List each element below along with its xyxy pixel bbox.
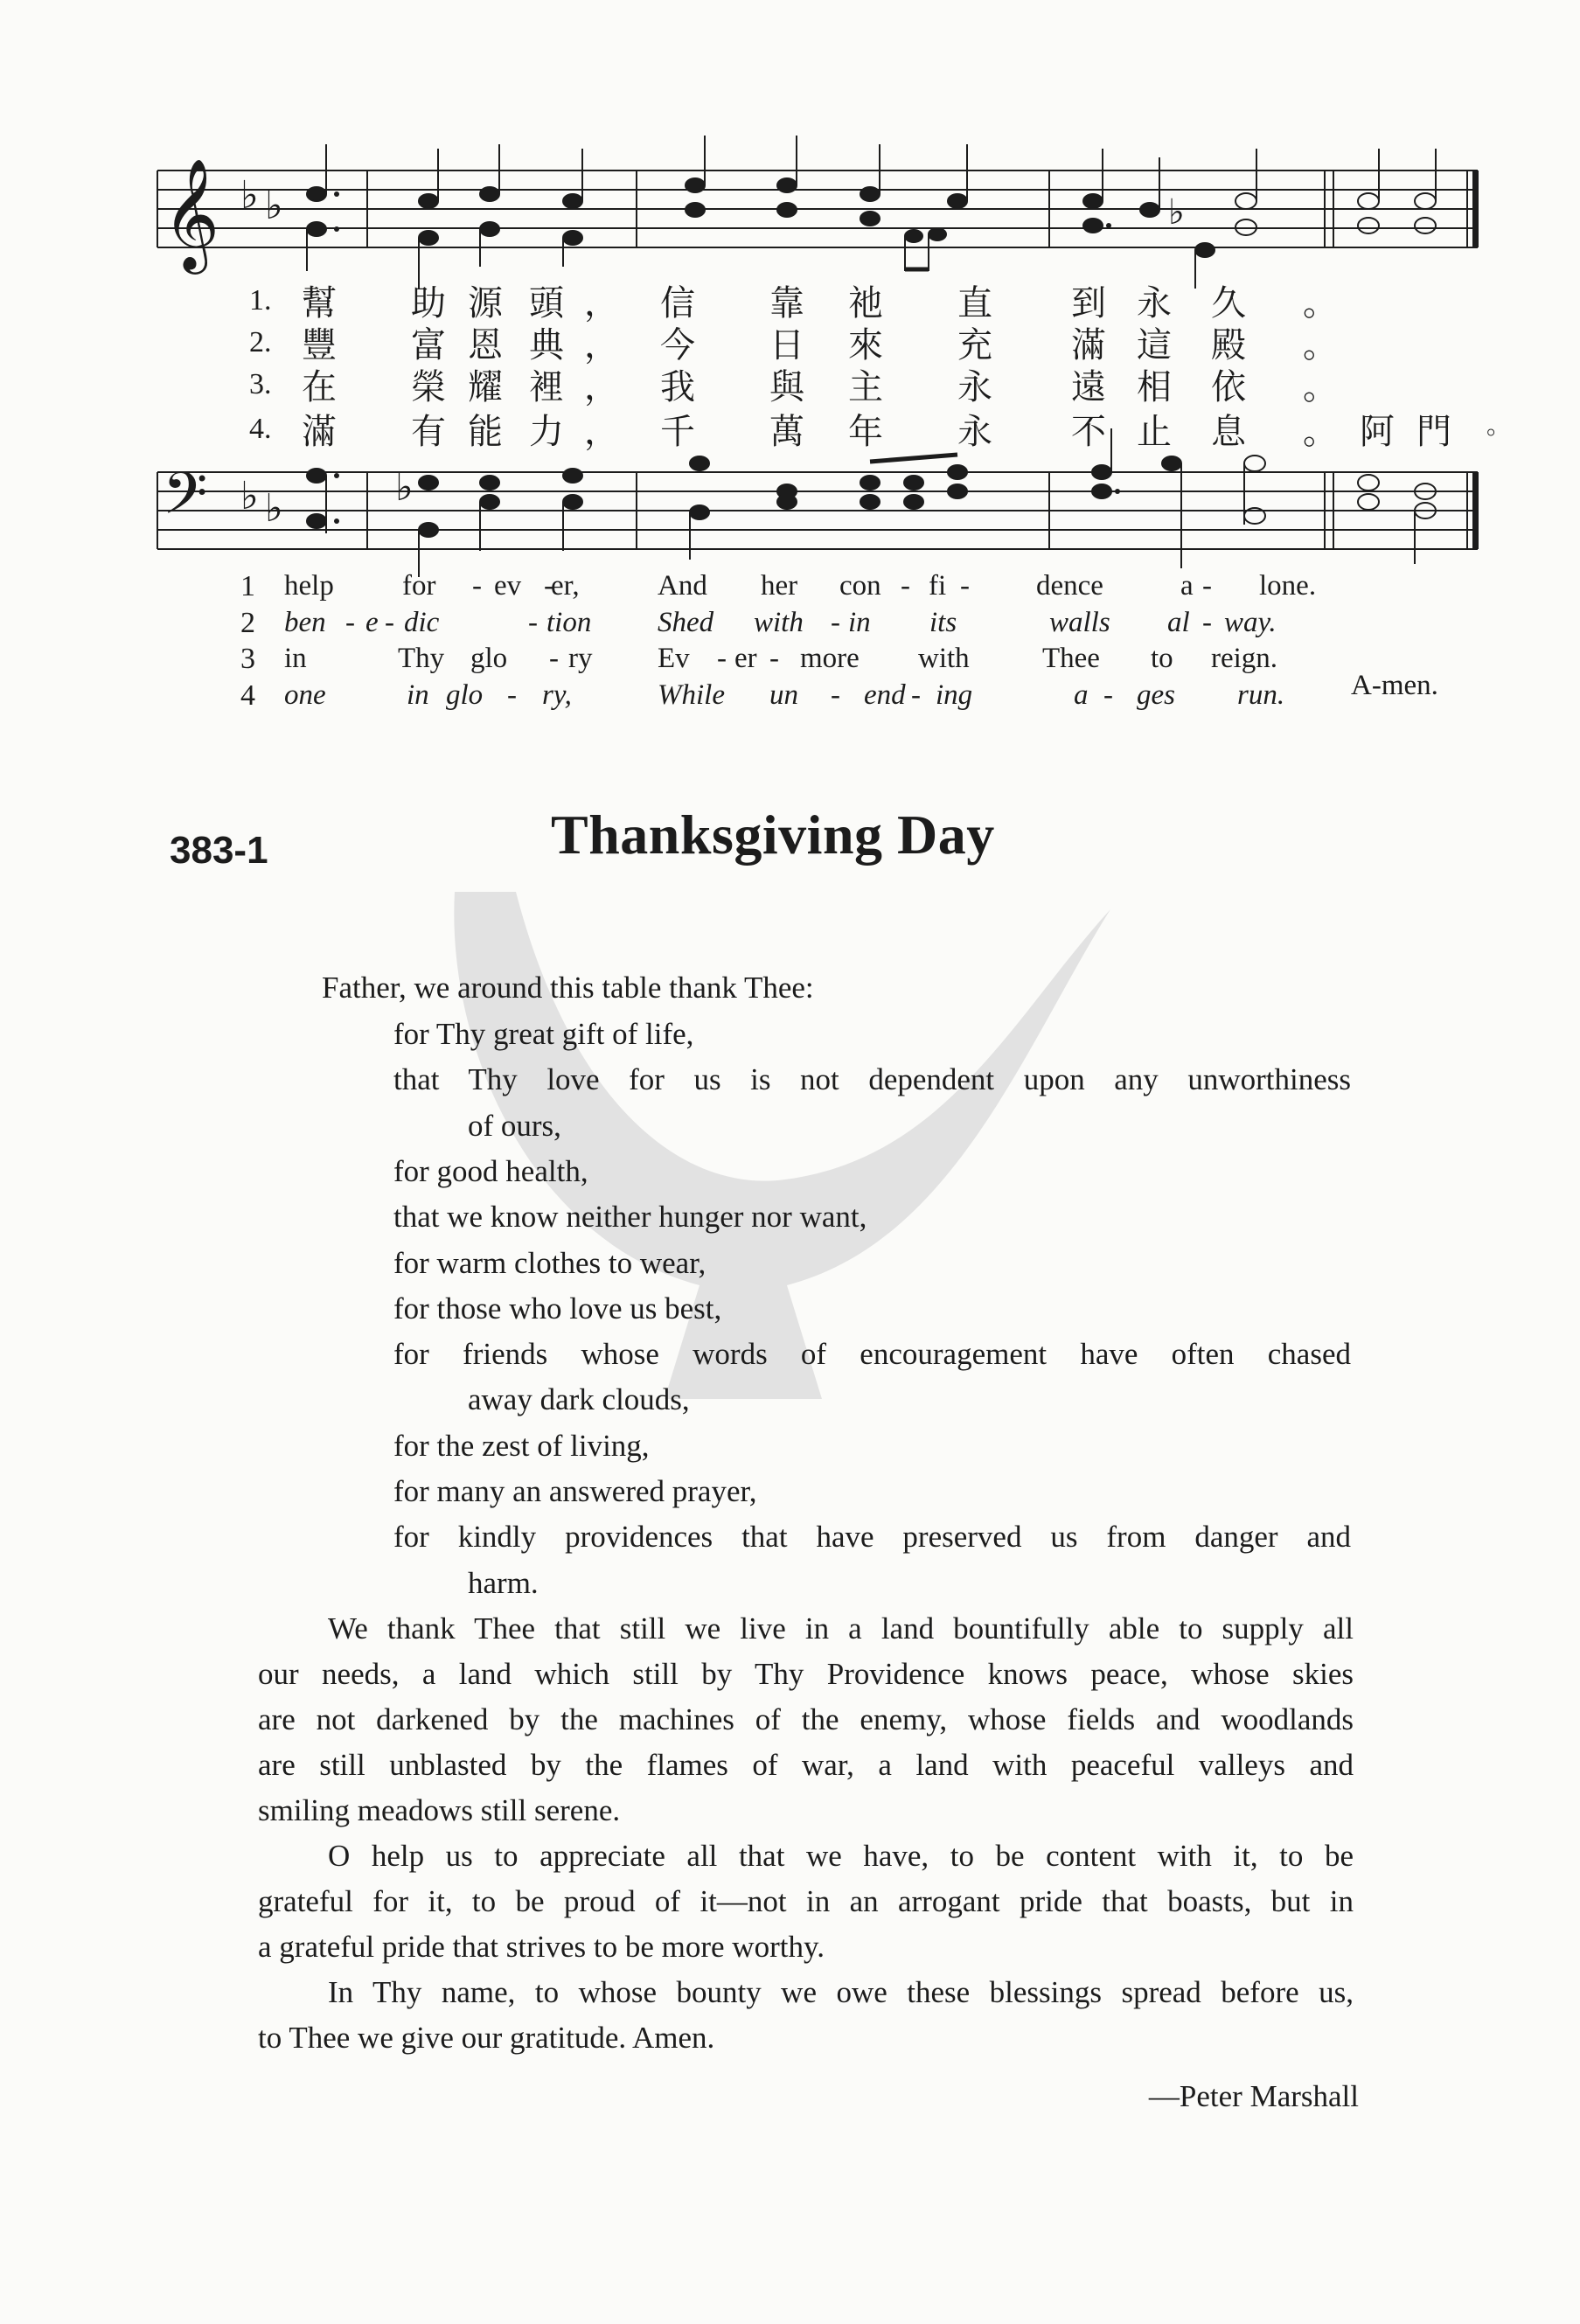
lyric-syllable: - [901, 570, 910, 602]
lyric-syllable: And [658, 570, 707, 602]
lyric-syllable: with [754, 607, 804, 638]
chinese-lyric-char: ， [584, 367, 619, 407]
lyric-syllable: one [284, 679, 326, 711]
prayer-paragraph-line: a grateful pride that strives to be more worthy. [258, 1930, 825, 1964]
lyric-syllable: with [918, 643, 970, 674]
lyric-syllable: ing [936, 679, 973, 711]
svg-text:♭: ♭ [395, 465, 414, 510]
lyric-syllable: to [1151, 643, 1173, 674]
chinese-lyric-char: 源 [468, 283, 503, 323]
lyric-syllable: glo [446, 679, 484, 711]
lyric-syllable: - [528, 607, 538, 638]
chinese-lyric-char: 日 [769, 325, 804, 365]
lyric-syllable: er [734, 643, 757, 674]
lyric-syllable: - [960, 570, 970, 602]
chinese-amen-char: 。 [1486, 413, 1512, 440]
lyric-syllable: its [929, 607, 957, 638]
prayer-paragraph-line: our needs, a land which still by Thy Providence knows peace, whose skies [258, 1657, 1354, 1691]
chinese-lyric-char: 富 [411, 325, 446, 365]
lyric-syllable: - [911, 679, 921, 711]
prayer-list-line: for kindly providences that have preserved us from danger and [393, 1520, 1351, 1555]
chinese-lyric-char: 遠 [1071, 367, 1106, 407]
lyric-syllable: - [549, 643, 559, 674]
chinese-lyric-char: 。 [1303, 283, 1338, 323]
lyric-syllable: - [717, 643, 727, 674]
prayer-paragraph-line: grateful for it, to be proud of it—not in an arrogant pride that boasts, but in [258, 1884, 1354, 1918]
prayer-list-line: of ours, [468, 1108, 561, 1143]
chinese-lyric-char: 來 [848, 325, 883, 365]
lyric-syllable: - [472, 570, 482, 602]
chinese-lyric-char: 與 [769, 367, 804, 407]
chinese-lyric-char: 永 [957, 367, 992, 407]
svg-text:♭: ♭ [265, 486, 283, 531]
prayer-list-line: away dark clouds, [468, 1382, 690, 1417]
lyric-syllable: reign. [1211, 643, 1278, 674]
chinese-lyric-char: 不 [1071, 412, 1106, 451]
prayer-number: 383-1 [170, 829, 268, 872]
lyric-syllable: for [402, 570, 436, 602]
lyric-syllable: glo [470, 643, 508, 674]
prayer-paragraph-line: to Thee we give our gratitude. Amen. [258, 2021, 715, 2055]
chinese-lyric-char: 靠 [769, 283, 804, 323]
english-verse-number: 3 [240, 643, 255, 675]
lyric-syllable: un [769, 679, 798, 711]
chinese-lyric-char: 止 [1137, 412, 1172, 451]
prayer-paragraph-line: O help us to appreciate all that we have, to be content with it, to be [328, 1839, 1354, 1873]
lyric-syllable: - [831, 607, 840, 638]
lyric-syllable: fi [929, 570, 947, 602]
chinese-lyric-char: 滿 [302, 412, 337, 451]
chinese-lyric-char: ， [584, 283, 619, 323]
lyric-syllable: ev [494, 570, 522, 602]
chinese-lyric-char: 助 [411, 283, 446, 323]
chinese-lyric-char: 在 [302, 367, 337, 407]
prayer-paragraph-line: smiling meadows still serene. [258, 1793, 621, 1827]
chinese-lyric-char: 息 [1211, 412, 1246, 451]
lyric-syllable: her [761, 570, 798, 602]
chinese-lyric-char: 。 [1303, 412, 1338, 451]
chinese-amen-char: 門 [1416, 412, 1451, 451]
chinese-lyric-char: 永 [957, 412, 992, 451]
chinese-lyric-char: 年 [848, 412, 883, 451]
lyric-syllable: lone. [1259, 570, 1317, 602]
lyric-syllable: - [507, 679, 517, 711]
chinese-verse-number: 2. [249, 326, 272, 358]
chinese-lyric-char: 我 [660, 367, 695, 407]
chinese-lyric-char: 恩 [468, 325, 503, 365]
prayer-list-line: for Thy great gift of life, [393, 1017, 694, 1051]
english-verse-number: 4 [240, 679, 255, 712]
chinese-lyric-char: 信 [660, 283, 695, 323]
svg-text:♭: ♭ [240, 474, 259, 518]
lyric-syllable: - [1202, 607, 1212, 638]
prayer-paragraph-line: are not darkened by the machines of the enemy, whose fields and woodlands [258, 1702, 1354, 1736]
chinese-lyric-char: 萬 [769, 412, 804, 451]
prayer-opening: Father, we around this table thank Thee: [322, 971, 814, 1005]
lyric-syllable: more [800, 643, 860, 674]
lyric-syllable: walls [1049, 607, 1110, 638]
lyric-syllable: - [1103, 679, 1113, 711]
chinese-lyric-char: 。 [1303, 325, 1338, 365]
english-verse-number: 1 [240, 570, 255, 602]
lyric-syllable: er, [551, 570, 580, 602]
chinese-lyric-char: 這 [1137, 325, 1172, 365]
chinese-lyric-char: ， [584, 325, 619, 365]
chinese-lyric-char: 依 [1211, 367, 1246, 407]
chinese-lyric-char: 直 [957, 283, 992, 323]
svg-text:𝄢: 𝄢 [163, 460, 208, 541]
lyric-syllable: ry [568, 643, 593, 674]
chinese-lyric-char: 榮 [411, 367, 446, 407]
lyric-syllable: in [284, 643, 307, 674]
chinese-lyric-char: 相 [1137, 367, 1172, 407]
chinese-lyric-char: 能 [468, 412, 503, 451]
prayer-paragraph-line: We thank Thee that still we live in a land bountifully able to supply all [328, 1611, 1354, 1646]
chinese-lyric-char: 裡 [529, 367, 564, 407]
chinese-lyric-char: 今 [660, 325, 695, 365]
lyric-syllable: in [848, 607, 871, 638]
prayer-list-line: for those who love us best, [393, 1291, 722, 1326]
chinese-lyric-char: 有 [411, 412, 446, 451]
english-amen: A-men. [1351, 670, 1438, 701]
chinese-lyric-char: 殿 [1211, 325, 1246, 365]
lyric-syllable: While [658, 679, 725, 711]
chinese-verse-number: 3. [249, 368, 272, 400]
chinese-lyric-char: 耀 [468, 367, 503, 407]
lyric-syllable: a [1074, 679, 1089, 711]
lyric-syllable: - [831, 679, 840, 711]
chinese-lyric-char: ， [584, 412, 619, 451]
prayer-paragraph-line: are still unblasted by the flames of war, a land with peaceful valleys and [258, 1748, 1354, 1782]
lyric-syllable: al [1167, 607, 1190, 638]
lyric-syllable: - [385, 607, 394, 638]
lyric-syllable: ges [1137, 679, 1175, 711]
chinese-lyric-char: 滿 [1071, 325, 1106, 365]
lyric-syllable: con [839, 570, 881, 602]
svg-text:𝄞: 𝄞 [163, 157, 220, 269]
lyric-syllable: ry, [542, 679, 572, 711]
chinese-lyric-char: 。 [1303, 367, 1338, 407]
prayer-list-line: for warm clothes to wear, [393, 1245, 706, 1280]
chinese-verse-number: 1. [249, 284, 272, 317]
lyric-syllable: in [407, 679, 429, 711]
lyric-syllable: ben [284, 607, 326, 638]
prayer-list-line: for good health, [393, 1153, 588, 1188]
chinese-lyric-char: 豐 [302, 325, 337, 365]
prayer-list-line: that Thy love for us is not dependent upon any unworthiness [393, 1062, 1351, 1097]
lyric-syllable: - [345, 607, 355, 638]
prayer-list-line: harm. [468, 1565, 539, 1600]
lyric-syllable: tion [546, 607, 592, 638]
svg-text:♭: ♭ [1168, 192, 1185, 233]
prayer-list-line: that we know neither hunger nor want, [393, 1200, 867, 1235]
lyric-syllable: Thy [398, 643, 445, 674]
lyric-syllable: help [284, 570, 334, 602]
lyric-syllable: way. [1224, 607, 1277, 638]
chinese-lyric-char: 頭 [529, 283, 564, 323]
chinese-lyric-char: 久 [1211, 283, 1246, 323]
chinese-lyric-char: 祂 [848, 283, 883, 323]
prayer-paragraph-line: In Thy name, to whose bounty we owe these blessings spread before us, [328, 1975, 1354, 2009]
lyric-syllable: end [864, 679, 906, 711]
chinese-lyric-char: 千 [660, 412, 695, 451]
chinese-lyric-char: 永 [1137, 283, 1172, 323]
lyric-syllable: dic [404, 607, 440, 638]
svg-text:♭: ♭ [265, 184, 283, 228]
lyric-syllable: Shed [658, 607, 714, 638]
lyric-syllable: e [365, 607, 379, 638]
prayer-list-line: for friends whose words of encouragement have often chased [393, 1337, 1351, 1372]
english-verse-number: 2 [240, 607, 255, 639]
lyric-syllable: - [1202, 570, 1212, 602]
lyric-syllable: - [769, 643, 779, 674]
svg-text:♭: ♭ [240, 173, 259, 218]
lyric-syllable: Thee [1042, 643, 1100, 674]
chinese-verse-number: 4. [249, 413, 272, 445]
chinese-lyric-char: 幫 [302, 283, 337, 323]
chinese-lyric-char: 力 [529, 412, 564, 451]
lyric-syllable: run. [1237, 679, 1285, 711]
attribution: —Peter Marshall [1148, 2079, 1359, 2113]
chinese-amen-char: 阿 [1360, 412, 1395, 451]
lyric-syllable: - [544, 570, 553, 602]
prayer-list-line: for the zest of living, [393, 1428, 650, 1463]
chinese-lyric-char: 主 [848, 367, 883, 407]
chinese-lyric-char: 到 [1071, 283, 1106, 323]
chinese-lyric-char: 典 [529, 325, 564, 365]
lyric-syllable: a [1180, 570, 1194, 602]
lyric-syllable: Ev [658, 643, 690, 674]
prayer-list-line: for many an answered prayer, [393, 1474, 757, 1508]
chinese-lyric-char: 充 [957, 325, 992, 365]
prayer-title: Thanksgiving Day [551, 804, 995, 866]
lyric-syllable: dence [1036, 570, 1103, 602]
